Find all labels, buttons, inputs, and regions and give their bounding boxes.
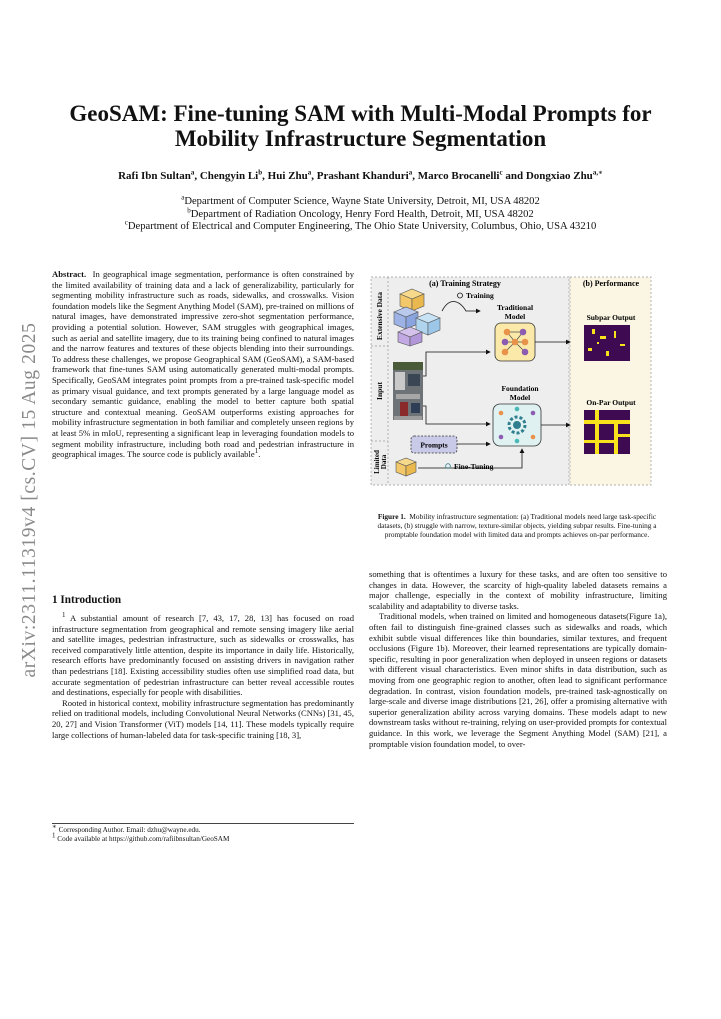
extensive-data-label: Extensive Data (375, 291, 384, 341)
data-label: Data (380, 454, 388, 470)
intro-footnote-mark: 1 (62, 611, 66, 620)
input-label: Input (375, 382, 384, 400)
intro-paragraph-1 (52, 613, 354, 698)
footnote-text: Code available at https://github.com/rafiibnsultan/GeoSAM (57, 835, 230, 843)
paper-title: GeoSAM: Fine-tuning SAM with Multi-Modal Prompts for Mobility Infrastructure Segmentation (69, 101, 652, 151)
footnote-mark: 1 (52, 831, 56, 840)
subpar-output-mask (584, 325, 630, 361)
figure-1-caption (372, 512, 662, 539)
author-list (40, 170, 681, 182)
fine-tuning-label: Fine-Tuning (454, 462, 494, 471)
panel-a-title: (a) Training Strategy (429, 279, 501, 288)
author-affiliation-mark: a (408, 168, 413, 177)
affiliation-mark: a (181, 193, 185, 202)
caption-label: Figure 1. (377, 512, 406, 521)
abstract-label: Abstract. (52, 269, 87, 279)
arxiv-identifier: arXiv:2311.11319v4 [cs.CV] 15 Aug 2025 (19, 322, 40, 678)
figure-1-diagram (370, 276, 652, 486)
affiliation-text: Department of Electrical and Computer Engineering, The Ohio State University, Columbus, Ohio, USA 43210 (127, 221, 597, 232)
affiliation-mark: c (124, 218, 128, 227)
author-name: Chengyin Li (199, 170, 259, 182)
affiliation-text: Department of Radiation Oncology, Henry Ford Health, Detroit, MI, USA 48202 (190, 208, 534, 220)
limited-label: Limited (373, 450, 381, 474)
affiliation-list (40, 193, 681, 234)
author-name: Marco Brocanelli (417, 170, 500, 182)
affiliation (40, 218, 681, 234)
introduction-body (52, 613, 354, 740)
abstract-paragraph (52, 269, 354, 460)
footnote-corresponding (52, 822, 354, 835)
foundation-model-label-1: Foundation (501, 384, 539, 393)
input-aerial-image (393, 362, 423, 420)
abstract-end: . (258, 449, 261, 460)
affiliation-text: Department of Computer Science, Wayne State University, Detroit, MI, USA 48202 (184, 196, 540, 207)
introduction-heading: 1 Introduction (52, 594, 122, 606)
author-separator: , (412, 170, 418, 182)
traditional-model-label-1: Traditional (496, 303, 534, 312)
figure-1 (370, 276, 652, 486)
author-name: Prashant Khanduri (316, 170, 409, 182)
intro-paragraph-2: Rooted in historical context, mobility infrastructure segmentation has predominantly relied on traditional models, including Convolutional Neural Networks (CNNs) [31, 45, 20, 27] and Vision Transformer (ViT) models [14, 11]. These models typically require large collections of human-labeled data for task-specific training [18, 3], (52, 697, 354, 740)
prompts-label: Prompts (420, 440, 448, 450)
footnote-text: Corresponding Author. Email: dzhu@wayne.edu. (58, 826, 201, 834)
author-separator: , (262, 170, 268, 182)
caption-text: Mobility infrastructure segmentation: (a) Traditional models need large task-specific datasets, (b) struggle with narrow, texture-similar objects, yielding subpar results. Fine-tuning a promptable foundation model with limited data and prompts achieves on-par performance. (377, 512, 657, 539)
footnote-mark: ∗ (52, 822, 57, 831)
author-affiliation-mark: a,∗ (592, 168, 603, 177)
author-name: Hui Zhu (267, 170, 308, 182)
training-label: Training (466, 291, 494, 300)
author-name: Dongxiao Zhu (525, 170, 593, 182)
footnotes (52, 823, 354, 844)
affiliation (40, 193, 681, 209)
affiliation (40, 205, 681, 222)
intro-paragraph-1-text: A substantial amount of research [7, 43, 17, 28, 13] has focused on road infrastructure segmentation from geographical and remote sensing imagery like aerial and satellite images, pedestrian infrastructure, such as sidewalks or crosswalks, has received comparatively little attention, despite its importance in daily life. Historically, research efforts have predominantly focused on assisting drivers in navigation rather than pedestrians [18]. Existing accessibility studies often use simplified road data, but accurate segmentation of pedestrian infrastructure can better reveal accessible routes and destinations, especially for people with disabilities. (52, 613, 354, 698)
abstract-footnote-mark: 1 (254, 447, 259, 456)
introduction-heading-block (52, 594, 354, 606)
panel-b-title: (b) Performance (582, 279, 640, 288)
author-separator: and (502, 170, 526, 182)
author-separator: , (194, 170, 200, 182)
onpar-output-mask (584, 410, 630, 454)
right-column-body (369, 569, 667, 749)
right-paragraph-1: something that is oftentimes a luxury for these tasks, and are often too sensitive to changes in data. However, the scarcity of high-quality labeled datasets remains a major challenge, especially in the context of mobility infrastructure, limiting scalability and adaptability to diverse tasks. (369, 569, 667, 611)
footnote-code (52, 831, 354, 844)
author-affiliation-mark: a (307, 168, 312, 177)
limited-data-cube-icon (396, 458, 416, 476)
abstract-text: In geographical image segmentation, performance is often constrained by the limited availability of training data and a lack of generalizability, particularly for segmenting mobility infrastructure such as roads, sidewalks, and crosswalks. Vision foundation models like the Segment Anything Model (SAM), pre-trained on millions of natural images, have demonstrated impressive zero-shot segmentation performance, providing a potential solution. However, SAM struggles with geographical images, such as aerial and satellite imagery, due to its training being confined to natural images and the narrow features and textures of these objects blending into their surroundings. To address these challenges, we propose Geographical SAM (GeoSAM), a SAM-based framework that fine-tunes SAM using automatically generated multi-modal prompts. Specifically, GeoSAM integrates point prompts from a pre-trained task-specific model as primary visual guidance, and text prompts generated by a large language model as secondary semantic guidance, enabling the model to better capture both spatial structure and contextual meaning. GeoSAM outperforms existing approaches for mobility infrastructure segmentation in both familiar and completely unseen regions by at least 5% in mIoU, representing a significant leap in leveraging foundation models to segment mobility infrastructure, including both road and pedestrian infrastructure in geographical images. The source code is publicly available (52, 269, 354, 460)
arxiv-sidebar (10, 300, 50, 700)
foundation-model-label-2: Model (509, 393, 531, 402)
author-affiliation-mark: c (499, 168, 503, 177)
subpar-output-label: Subpar Output (586, 313, 636, 322)
author-separator: , (311, 170, 317, 182)
author-affiliation-mark: b (258, 168, 263, 177)
onpar-output-label: On-Par Output (586, 398, 636, 407)
affiliation-mark: b (187, 205, 191, 214)
author-name: Rafi Ibn Sultan (118, 170, 191, 182)
author-affiliation-mark: a (190, 168, 195, 177)
traditional-model-label-2: Model (504, 312, 526, 321)
abstract-block (52, 269, 354, 460)
right-paragraph-2: Traditional models, when trained on limited and homogeneous datasets(Figure 1a), often fail to distinguish fine-grained classes such as sidewalks and roads, which exhibit subtle visual differences like thin boundaries, similar textures, and frequent occlusions (Figure 1b). Moreover, their learned representations are typically domain-specific, resulting in poor generalization when deployed in unseen regions or datasets with different visual characteristics. Even minor shifts in data distribution, such as moving from one geographic region to another, often lead to significant performance degradation. In contrast, vision foundation models, pre-trained task-agnostically on large-scale and diverse image distributions [21, 26], offer a promising alternative with superior generalization ability across varying domains. These models adapt to new downstream tasks without re-training, relying on user-provided prompts for contextual guidance. In this work, we leverage the Segment Anything Model (SAM) [21], a promptable vision foundation model, to over- (369, 611, 667, 749)
